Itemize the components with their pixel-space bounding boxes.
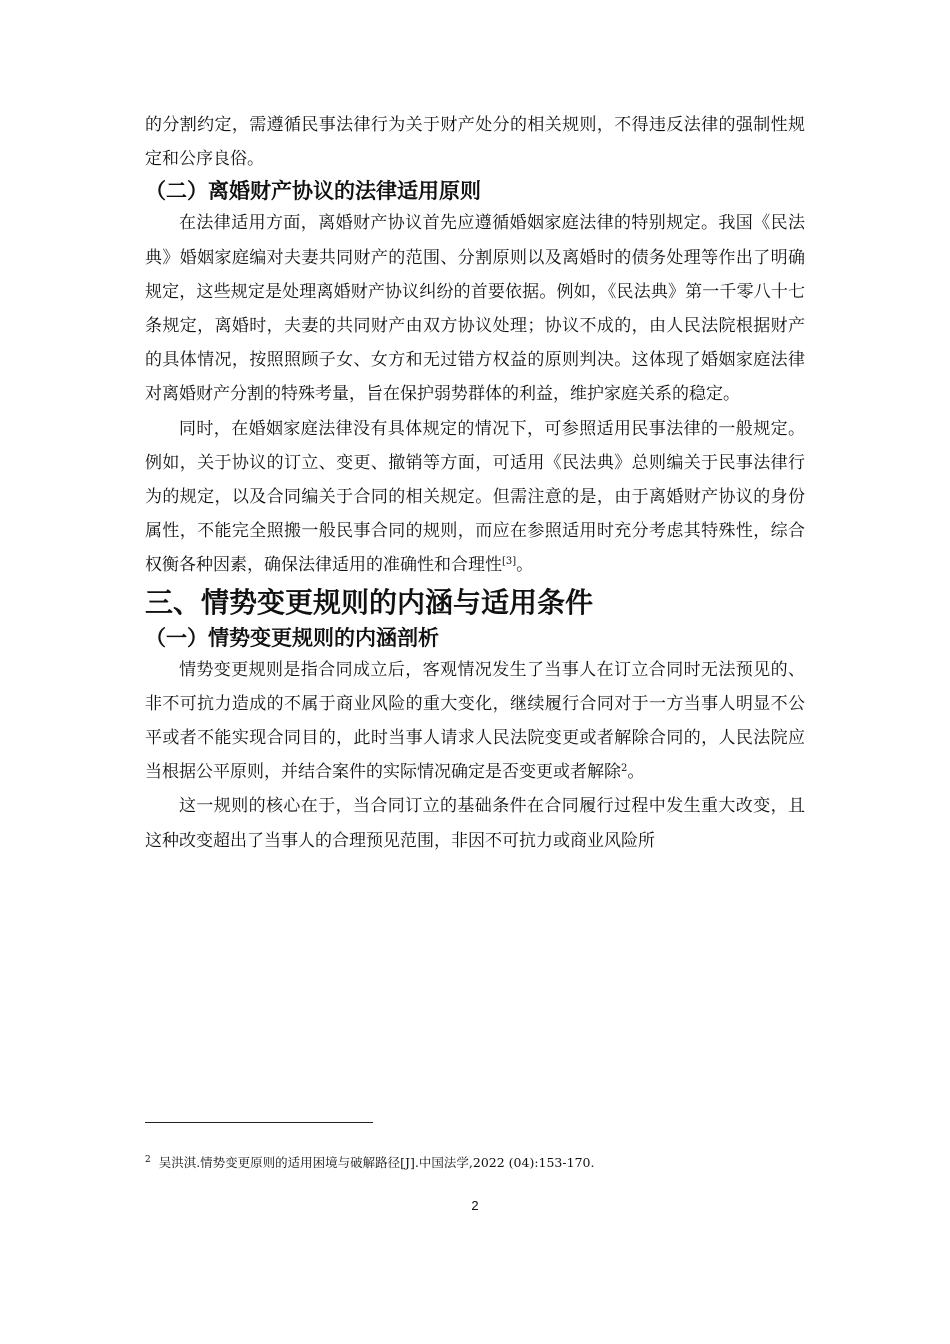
page-content bbox=[145, 108, 805, 858]
footnote-ref[interactable]: 2 bbox=[621, 763, 628, 775]
footnote-separator bbox=[145, 1122, 373, 1123]
body-paragraph: 情势变更规则是指合同成立后，客观情况发生了当事人在订立合同时无法预见的、非不可抗力造成的不属于商业风险的重大变化，继续履行合同对于一方当事人明显不公平或者不能实现合同目的，此时当事人请求人民法院变更或者解除合同的，人民法院应当根据公平原则，并结合案件的实际情况确定是否变更或者解除$^2$。 bbox=[145, 659, 805, 783]
footnote-text: 吴洪淇.情势变更原则的适用困境与破解路径[J].中国法学,2022 (04):153-170. bbox=[158, 1155, 595, 1170]
footnote-marker: 2 bbox=[145, 1155, 151, 1165]
subsection-heading-3-1: （一）情势变更规则的内涵剖析 bbox=[145, 625, 439, 650]
intro-paragraph: 的分割约定，需遵循民事法律行为关于财产处分的相关规则，不得违反法律的强制性规定和公序良俗。 bbox=[145, 115, 805, 170]
subsection-heading-2: （二）离婚财产协议的法律适用原则 bbox=[145, 179, 481, 204]
section-heading-3: 三、情势变更规则的内涵与适用条件 bbox=[145, 585, 594, 619]
body-paragraph: 这一规则的核心在于，当合同订立的基础条件在合同履行过程中发生重大改变，且这种改变超出了当事人的合理预见范围，非因不可抗力或商业风险所 bbox=[145, 796, 805, 851]
citation-ref[interactable]: [3] bbox=[502, 556, 517, 568]
page-number: 2 bbox=[471, 1198, 479, 1213]
footnote bbox=[145, 1154, 805, 1172]
body-paragraph: 在法律适用方面，离婚财产协议首先应遵循婚姻家庭法律的特别规定。我国《民法典》婚姻家庭编对夫妻共同财产的范围、分割原则以及离婚时的债务处理等作出了明确规定，这些规定是处理离婚财产协议纠纷的首要依据。例如，《民法典》第一千零八十七条规定，离婚时，夫妻的共同财产由双方协议处理；协议不成的，由人民法院根据财产的具体情况，按照照顾子女、女方和无过错方权益的原则判决。这体现了婚姻家庭法律对离婚财产分割的特殊考量，旨在保护弱势群体的利益，维护家庭关系的稳定。 bbox=[145, 213, 805, 405]
body-paragraph: 同时，在婚姻家庭法律没有具体规定的情况下，可参照适用民事法律的一般规定。例如，关于协议的订立、变更、撤销等方面，可适用《民法典》总则编关于民事法律行为的规定，以及合同编关于合同的相关规定。但需注意的是，由于离婚财产协议的身份属性，不能完全照搬一般民事合同的规则，而应在参照适用时充分考虑其特殊性，综合权衡各种因素，确保法律适用的准确性和合理性[3]。 bbox=[145, 418, 805, 576]
